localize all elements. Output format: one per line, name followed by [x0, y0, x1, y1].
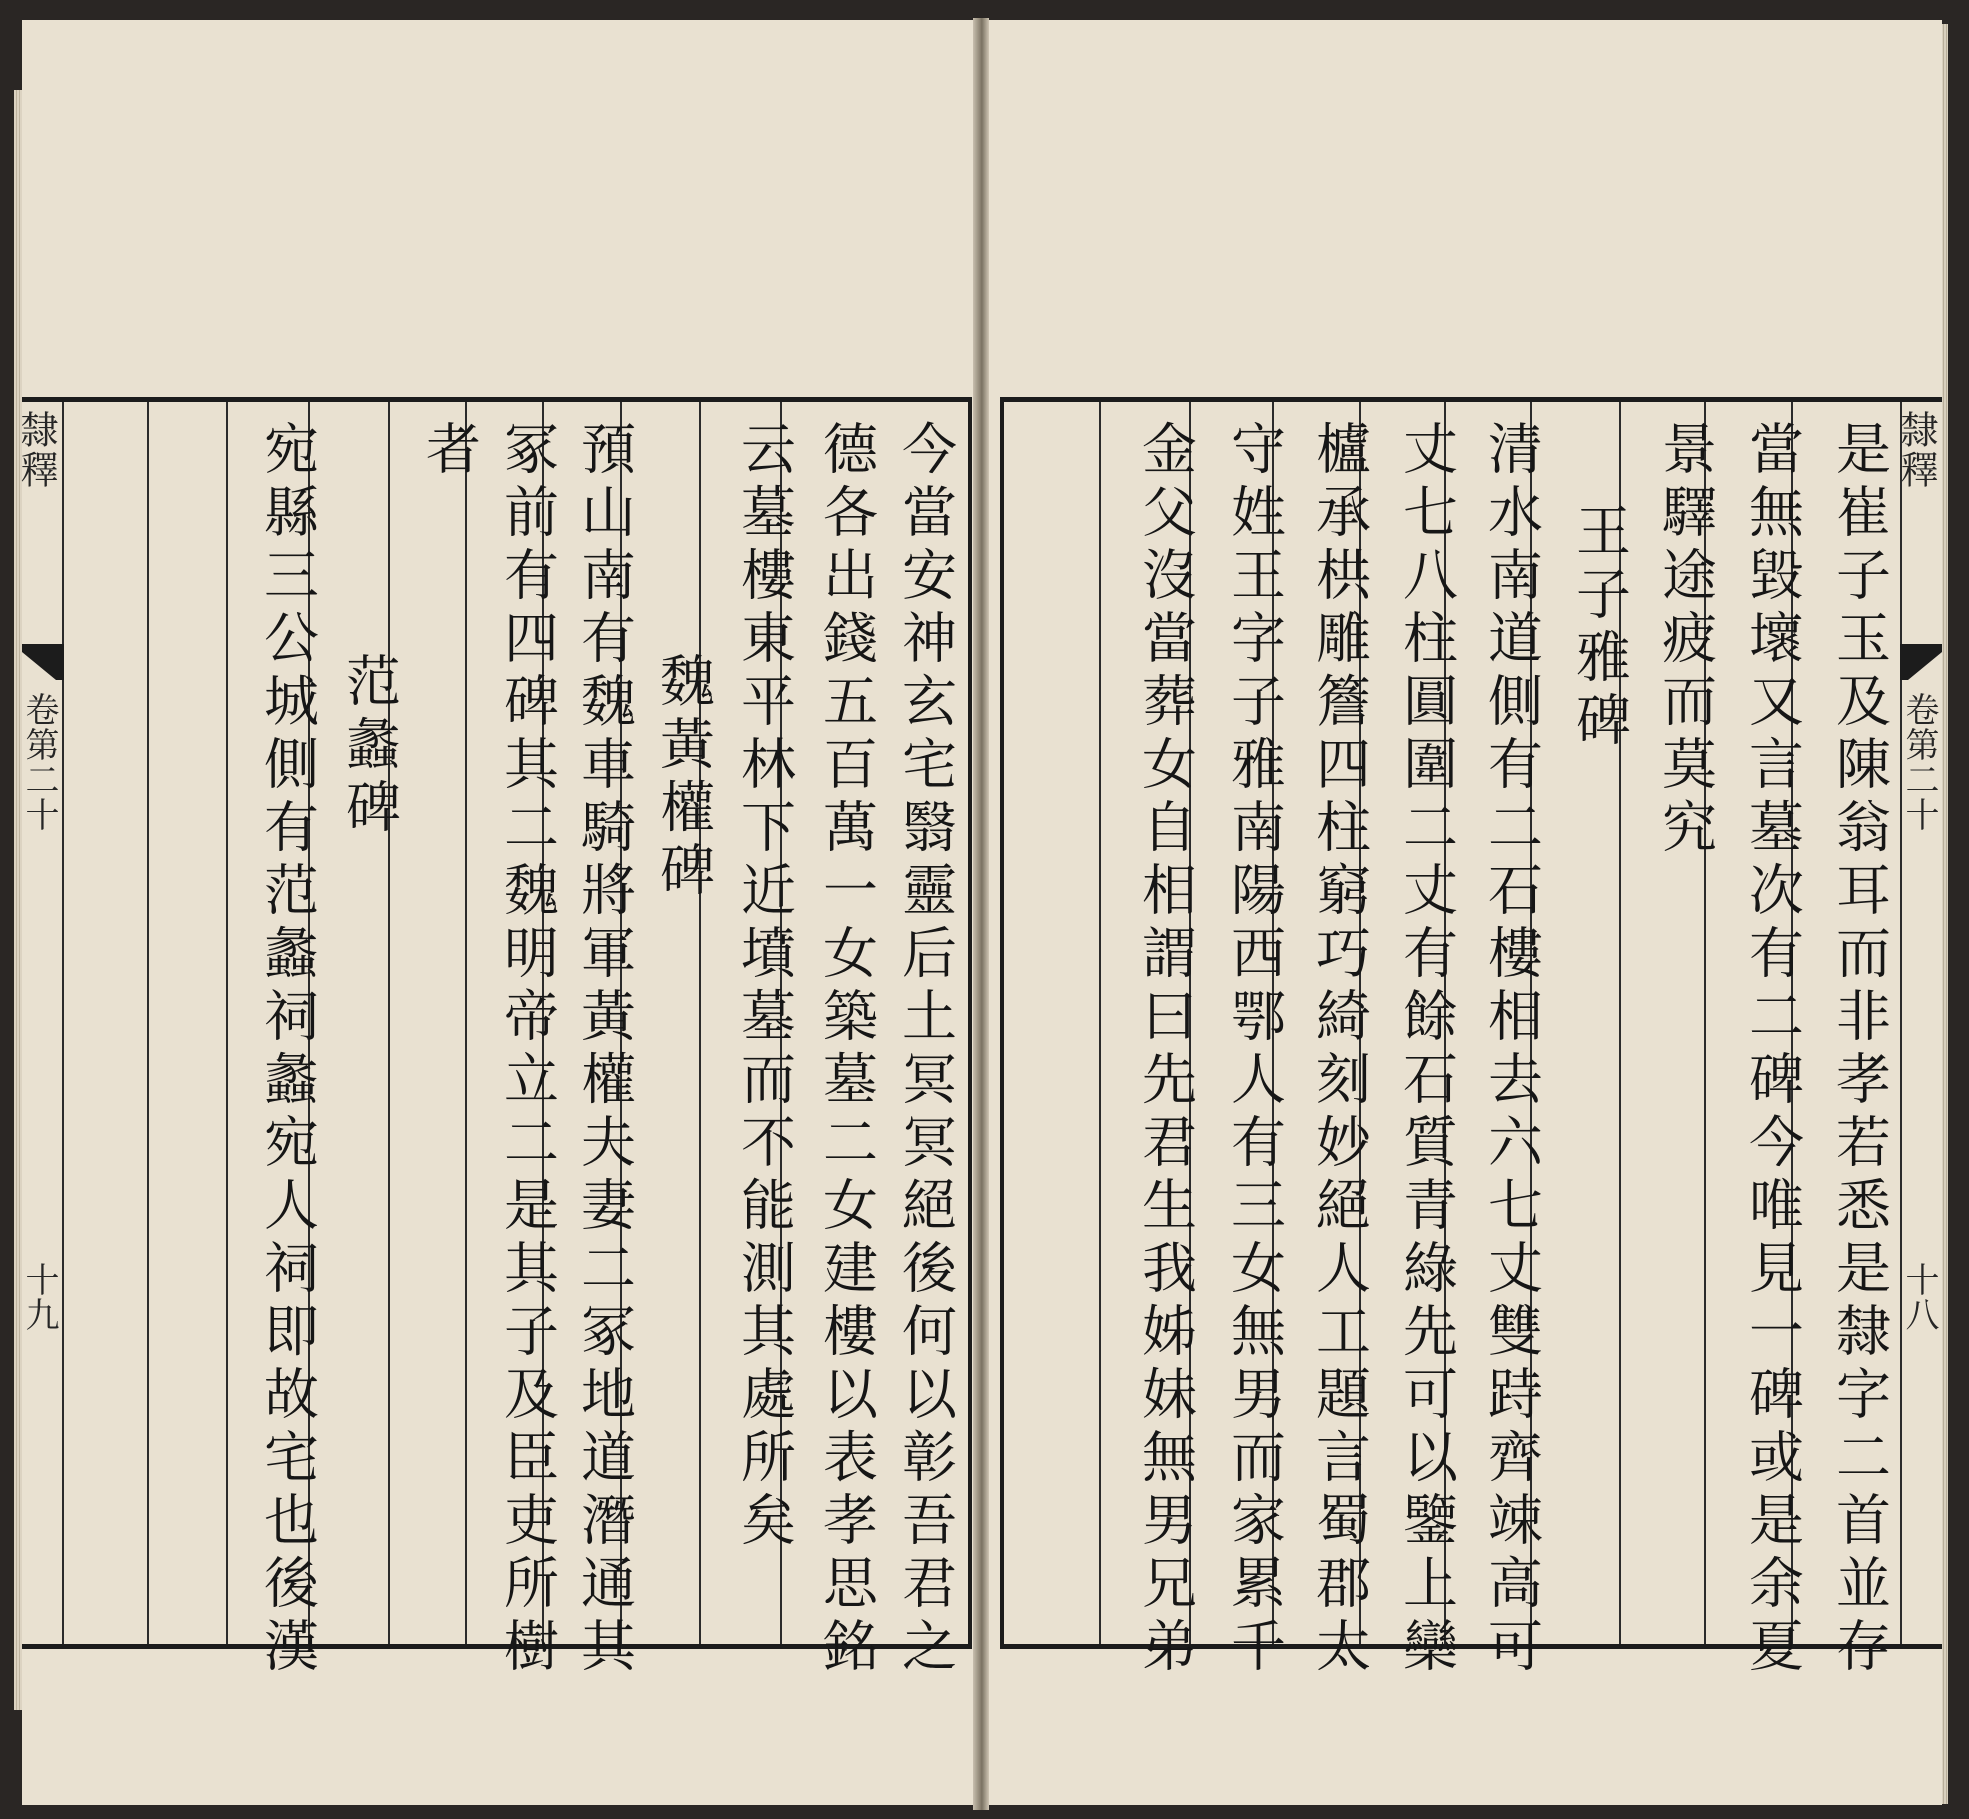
text-column: 櫨承栱雕簷四柱窮巧綺刻妙絕人工題言蜀郡太 [1307, 420, 1371, 1680]
section-heading: 范蠡碑 [337, 652, 401, 841]
left-margin-title: 隸釋 [14, 410, 58, 490]
fishtail-mark-icon [1900, 644, 1942, 680]
left-margin-page-number: 十九 [19, 1262, 59, 1332]
section-heading: 魏黃權碑 [651, 652, 715, 904]
text-column: 丈七八柱圓圍二丈有餘石質青綠先可以鑒上欒 [1394, 420, 1458, 1680]
text-column: 宛縣三公城側有范蠡祠蠡宛人祠即故宅也後漢 [255, 420, 319, 1680]
column-rule [465, 402, 467, 1644]
section-heading: 王子雅碑 [1567, 502, 1631, 754]
right-margin-page-number: 十八 [1899, 1262, 1939, 1332]
text-column: 清水南道側有二石樓相去六七丈雙跱齊竦高可 [1479, 420, 1543, 1680]
text-column: 冢前有四碑其二魏明帝立二是其子及臣吏所樹 [495, 420, 559, 1680]
right-page-margin [1894, 402, 1942, 1644]
text-column: 者 [417, 420, 481, 483]
text-column: 今當安神玄宅翳靈后土冥冥絕後何以彰吾君之 [893, 420, 957, 1680]
column-rule [1099, 402, 1101, 1644]
text-column: 當無毀壞又言墓次有二碑今唯見一碑或是余夏 [1740, 420, 1804, 1680]
column-rule [388, 402, 390, 1644]
right-page-frame [1000, 397, 1942, 1680]
right-margin-title: 隸釋 [1894, 410, 1938, 490]
left-page [14, 20, 977, 1805]
text-column: 預山南有魏車騎將軍黃權夫妻二冢地道潛通其 [572, 420, 636, 1680]
text-column: 德各出錢五百萬一女築墓二女建樓以表孝思銘 [814, 420, 878, 1680]
left-page-margin [14, 402, 64, 1644]
text-column: 云墓樓東平林下近墳墓而不能測其處所矣 [732, 420, 796, 1554]
book-spine [973, 18, 989, 1810]
left-margin-volume: 卷第二十 [19, 692, 59, 832]
text-column: 守姓王字子雅南陽西鄂人有三女無男而家累千 [1222, 420, 1286, 1680]
text-column: 是崔子玉及陳翁耳而非孝若悉是隸字二首並存 [1827, 420, 1891, 1680]
column-rule [147, 402, 149, 1644]
right-page [984, 20, 1942, 1805]
text-column: 景驛途疲而莫究 [1653, 420, 1717, 861]
fishtail-mark-icon [22, 644, 64, 680]
column-rule [226, 402, 228, 1644]
text-column: 金父沒當葬女自相謂曰先君生我姊妹無男兄弟 [1133, 420, 1197, 1680]
right-margin-volume: 卷第二十 [1899, 692, 1939, 832]
column-rule [699, 402, 701, 1644]
left-page-frame [14, 397, 972, 1680]
